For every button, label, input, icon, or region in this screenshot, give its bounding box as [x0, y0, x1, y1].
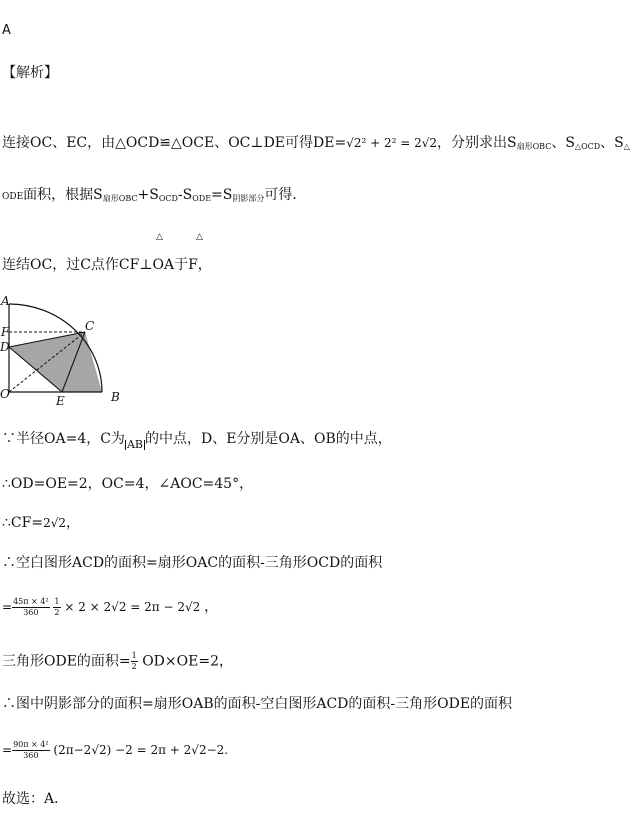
p6-text-a: ∴CF= — [2, 515, 44, 531]
p2-sub-1: 扇形OBC — [102, 194, 138, 203]
p1-text-e: △ — [623, 142, 630, 151]
p4-text-a: ∵半径OA=4，C为 — [2, 431, 125, 447]
p1-text-a: 连接OC、EC，由△OCD≌△OCE、OC⊥DE可得DE= — [2, 135, 347, 151]
p9-half-fraction — [131, 651, 138, 672]
p2-text-c: +S — [137, 187, 159, 203]
p8-eq: = — [2, 600, 13, 614]
p9-text-a: 三角形ODE的面积= — [2, 653, 131, 670]
p6-text-c: ， — [66, 515, 80, 531]
p1-text-b: ，分别求出S — [437, 135, 517, 151]
paragraph-3: 连结OC，过C点作CF⊥OA于F， — [2, 257, 212, 273]
p4-text-b: 的中点，D、E分别是OA、OB的中点， — [144, 431, 392, 447]
paragraph-12: 故选：A． — [2, 791, 69, 807]
label-b: B — [111, 390, 120, 404]
p8-frac-den: 360 — [23, 608, 39, 617]
p2-sub-2: OCD — [158, 194, 178, 203]
paragraph-8 — [2, 597, 218, 618]
label-e: E — [56, 394, 65, 407]
p9-half-num: 1 — [131, 651, 137, 660]
p2-sub-4: 阴影部分 — [232, 194, 265, 203]
p11-eq: = — [2, 743, 13, 757]
p2-text-f: 可得． — [264, 187, 307, 203]
paragraph-2 — [2, 186, 306, 208]
triangle-mark-1: △ — [156, 232, 163, 242]
half-fraction — [53, 597, 60, 618]
label-d: D — [0, 340, 10, 354]
paragraph-5: ∴OD=OE=2，OC=4，∠AOC=45°， — [2, 476, 254, 492]
p8-half-den: 2 — [54, 608, 60, 617]
sector-oab-fraction — [12, 740, 50, 761]
p9-half-den: 2 — [131, 662, 137, 671]
answer-letter: A — [2, 23, 11, 38]
p2-text-d: -S — [177, 187, 193, 203]
p11-rest: (2π−2√2) −2 = 2π + 2√2−2. — [53, 743, 229, 757]
p1-sub-2: △OCD — [574, 142, 601, 151]
sector-oac-fraction — [12, 597, 50, 618]
paragraph-4 — [2, 430, 392, 451]
paragraph-7: ∴空白图形ACD的面积=扇形OAC的面积-三角形OCD的面积 — [2, 555, 383, 571]
p9-text-b: OD×OE=2， — [142, 653, 233, 670]
p2-text-e: =S — [211, 187, 233, 203]
paragraph-11 — [2, 740, 228, 761]
label-f: F — [1, 325, 10, 339]
shaded-region — [9, 332, 102, 392]
p11-frac-num: 90π × 4² — [13, 740, 49, 749]
paragraph-10: ∴图中阴影部分的面积=扇形OAB的面积-空白图形ACD的面积-三角形ODE的面积 — [2, 696, 513, 712]
label-c: C — [85, 319, 95, 333]
p11-frac-den: 360 — [23, 751, 39, 760]
p2-text-a: ODE — [2, 192, 24, 202]
p1-text-c: 、S — [551, 135, 575, 151]
arc-ab-notation: AB — [126, 438, 143, 451]
paragraph-1 — [2, 134, 630, 156]
p8-end: ， — [204, 599, 219, 615]
p8-half-num: 1 — [54, 597, 60, 606]
p1-text-d: 、S — [600, 135, 624, 151]
triangle-mark-2: △ — [196, 232, 203, 242]
section-heading: 【解析】 — [2, 65, 58, 81]
paragraph-9 — [2, 651, 233, 672]
label-o: O — [0, 387, 10, 401]
p2-text-b: 面积，根据S — [23, 187, 103, 203]
geometry-figure — [0, 292, 130, 407]
p8-frac-num: 45π × 4² — [13, 597, 49, 606]
p2-sub-3: ODE — [192, 194, 212, 203]
paragraph-6 — [2, 514, 80, 532]
p8-rest: × 2 × 2√2 = 2π − 2√2 — [64, 600, 201, 614]
label-a: A — [1, 294, 10, 308]
de-formula: √2² + 2² = 2√2 — [346, 136, 438, 150]
p1-sub-1: 扇形OBC — [516, 142, 552, 151]
cf-value: 2√2 — [43, 516, 66, 530]
